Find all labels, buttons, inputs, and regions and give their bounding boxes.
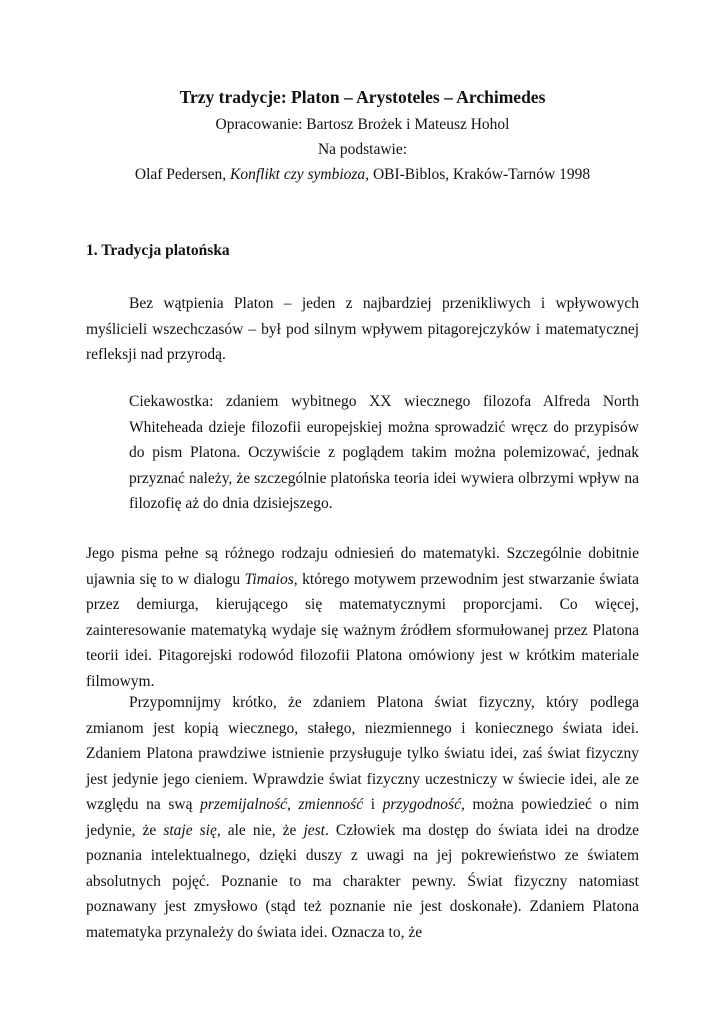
section-heading: 1. Tradycja platońska: [86, 242, 230, 259]
source-author: Olaf Pedersen,: [134, 166, 230, 183]
p3-text-a: Przypomnijmy krótko, że zdaniem Platona świat fizyczny, który podlega zmianom jest kopią wiecznego, stałego, niezmiennego i koniecznego świata idei. Zdaniem Platona prawdziwe istnienie przysługuje tylko światu idei, zaś świat fizyczny jest jedynie jego cieniem. Wprawdzie świat fizyczny uczestniczy w świecie idei, ale ze względu na swą: [86, 694, 639, 813]
p3-term-variability: zmienność: [298, 796, 364, 813]
paragraph-writings: [86, 541, 639, 694]
source-citation: [0, 162, 725, 187]
paragraph-intro: Bez wątpienia Platon – jeden z najbardziej przenikliwych i wpływowych myślicieli wszechczasów – był pod silnym wpływem pitagorejczyków i matematycznej refleksji nad przyrodą.: [86, 295, 639, 363]
source-title: Konflikt czy symbioza: [230, 166, 366, 183]
p3-term-contingency: przygodność: [382, 796, 461, 813]
p2-timaios: Timaios: [244, 570, 294, 588]
p2-text-a: Jego pisma pełne są różnego rodzaju odniesień do matematyki. Szczególnie dobitnie ujawnia się to w dialogu: [86, 545, 639, 588]
p3-text-e: i: [363, 796, 383, 813]
p3-text-g: , można powiedzieć o nim jedynie, że: [86, 796, 640, 839]
basis-label: Na podstawie:: [317, 141, 408, 158]
source-publisher: , OBI-Biblos, Kraków-Tarnów 1998: [365, 166, 591, 183]
authors-line: Opracowanie: Bartosz Brożek i Mateusz Hohol: [215, 116, 510, 133]
p3-term-becomes: staje się: [163, 821, 217, 839]
p3-term-transience: przemijalność: [200, 796, 288, 813]
trivia-block: Ciekawostka: zdaniem wybitnego XX wiecznego filozofa Alfreda North Whiteheada dzieje filozofii europejskiej można sprowadzić wręcz do przypisów do pism Platona. Oczywiście z poglądem takim można polemizować, jednak przyznać należy, że szczególnie platońska teoria idei wywiera olbrzymi wpływ na filozofię aż do dnia dzisiejszego.: [129, 393, 639, 512]
p3-text-i: , ale nie, że: [216, 821, 304, 839]
p3-term-is: jest: [303, 821, 325, 839]
paragraph-ideas: [86, 690, 639, 945]
document-title: Trzy tradycje: Platon – Arystoteles – Archimedes: [179, 87, 546, 107]
document-header: [0, 86, 725, 187]
p3-text-c: ,: [287, 796, 299, 813]
p2-text-c: , którego motywem przewodnim jest stwarzanie świata przez demiurga, kierującego się matematycznymi proporcjami. Co więcej, zainteresowanie matematyką wydaje się ważnym źródłem sformułowanej przez Platona teorii idei. Pitagorejski rodowód filozofii Platona omówiony jest w krótkim materiale filmowym.: [86, 570, 639, 690]
p3-text-k: . Człowiek ma dostęp do świata idei na drodze poznania intelektualnego, dzięki duszy z uwagi na jej pokrewieństwo ze światem absolutnych pojęć. Poznanie to ma charakter pewny. Świat fizyczny natomiast poznawany jest zmysłowo (stąd też poznanie nie jest doskonałe). Zdaniem Platona matematyka przynależy do świata idei. Oznacza to, że: [86, 821, 639, 941]
